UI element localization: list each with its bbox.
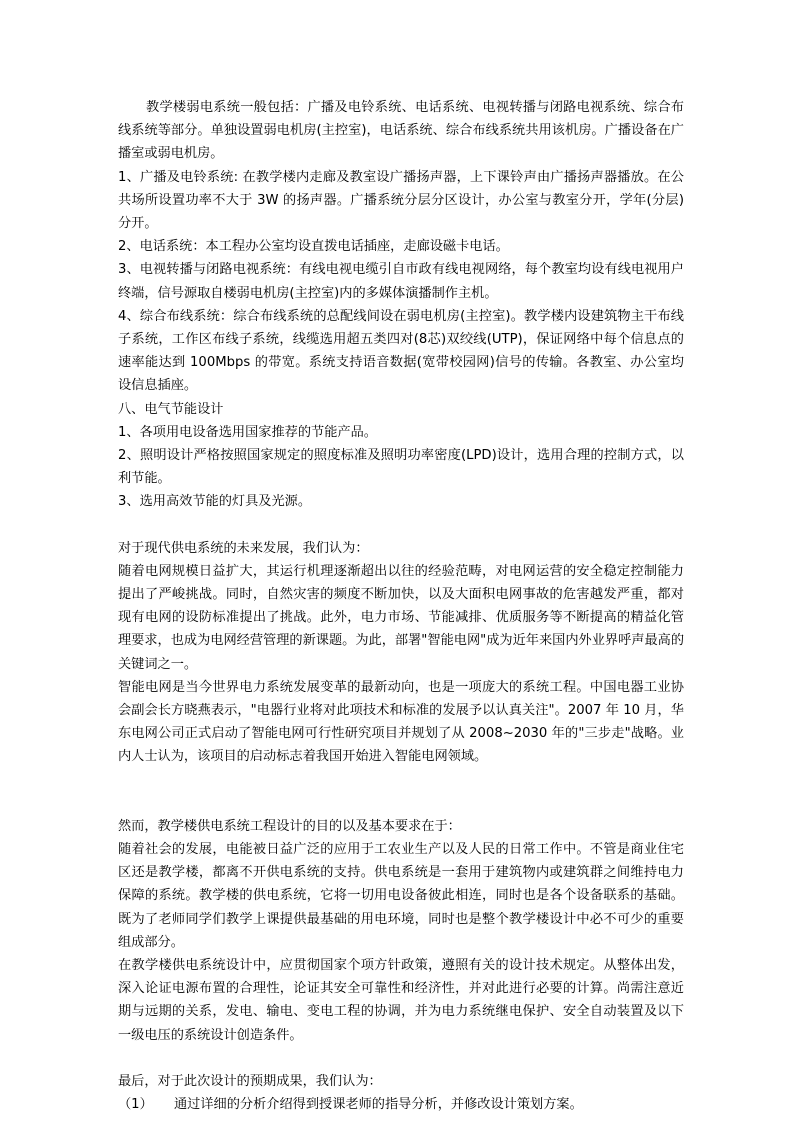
purpose-paragraph-2: 在教学楼供电系统设计中，应贯彻国家个项方针政策，遵照有关的设计技术规定。从整体出发，深入论证电源布置的合理性，论证其安全可靠性和经济性，并对此进行必要的计算。尚需注意近期与远期的关系，发电、输电、变电工程的协调，并为电力系统继电保护、安全自动装置及以下一级电压的系统设计创造条件。: [118, 957, 684, 1043]
expectation-item-number: （1）: [118, 1096, 153, 1112]
intro-paragraph: 教学楼弱电系统一般包括：广播及电铃系统、电话系统、电视转播与闭路电视系统、综合布线系统等部分。单独设置弱电机房(主控室)，电话系统、综合布线系统共用该机房。广播设备在广播室或弱电机房。: [118, 100, 684, 162]
energy-item-2: 2、照明设计严格按照国家规定的照度标准及照明功率密度(LPD)设计，选用合理的控制方式，以利节能。: [118, 448, 684, 487]
energy-item-1: 1、各项用电设备选用国家推荐的节能产品。: [118, 424, 377, 440]
expectation-item-1: [118, 1093, 684, 1116]
broadcast-system-paragraph: 1、广播及电铃系统: 在教学楼内走廊及教室设广播扬声器，上下课铃声由广播扬声器播放。在公共场所设置功率不大于 3W 的扬声器。广播系统分层分区设计，办公室与教室分开，学年(分层)分开。: [118, 169, 684, 232]
purpose-paragraph-1: 随着社会的发展，电能被日益广泛的应用于工农业生产以及人民的日常工作中。不管是商业住宅区还是教学楼，都离不开供电系统的支持。供电系统是一套用于建筑物内或建筑群之间维持电力保障的系统。教学楼的供电系统，它将一切用电设备彼此相连，同时也是各个设备联系的基础。既为了老师同学们教学上课提供最基础的用电环境，同时也是整个教学楼设计中必不可少的重要组成部分。: [118, 841, 684, 950]
cabling-system-paragraph: 4、综合布线系统：综合布线系统的总配线间设在弱电机房(主控室)。教学楼内设建筑物主干布线子系统，工作区布线子系统，线缆选用超五类四对(8芯)双绞线(UTP)，保证网络中每个信息点的速率能达到 100Mbps 的带宽。系统支持语音数据(宽带校园网)信号的传输。各教室、办公室均设信息插座。: [118, 308, 684, 394]
expectation-heading: 最后，对于此次设计的预期成果，我们认为：: [118, 1073, 382, 1089]
spacer: [118, 769, 684, 815]
future-paragraph-1: 随着电网规模日益扩大，其运行机理逐渐超出以往的经验范畴，对电网运营的安全稳定控制能力提出了严峻挑战。同时，自然灾害的频度不断加快，以及大面积电网事故的危害越发严重，都对现有电网的设防标准提出了挑战。此外，电力市场、节能减排、优质服务等不断提高的精益化管理要求，也成为电网经营管理的新课题。为此，部署"智能电网"成为近年来国内外业界呼声最高的关键词之一。: [118, 563, 685, 672]
future-heading: 对于现代供电系统的未来发展，我们认为：: [118, 540, 369, 556]
expectation-item-text: 通过详细的分析介绍得到授课老师的指导分析，并修改设计策划方案。: [174, 1096, 583, 1112]
future-paragraph-2: 智能电网是当今世界电力系统发展变革的最新动向，也是一项庞大的系统工程。中国电器工业协会副会长方晓燕表示，"电器行业将对此项技术和标准的发展予以认真关注"。2007 年 10 月，华东电网公司正式启动了智能电网可行性研究项目并规划了从 2008~2030 年的"三步走"战略。业内人士认为，该项目的启动标志着我国开始进入智能电网领域。: [118, 679, 684, 765]
energy-saving-heading: 八、电气节能设计: [118, 401, 224, 417]
document-page: [118, 96, 684, 1116]
energy-item-3: 3、选用高效节能的灯具及光源。: [118, 494, 312, 510]
spacer: [118, 1047, 684, 1070]
spacer: [118, 514, 684, 537]
tv-system-paragraph: 3、电视转播与闭路电视系统：有线电视电缆引自市政有线电视网络，每个教室均设有线电视用户终端，信号源取自楼弱电机房(主控室)内的多媒体演播制作主机。: [118, 262, 684, 301]
purpose-heading: 然而，教学楼供电系统工程设计的目的以及基本要求在于：: [118, 818, 461, 834]
telephone-system-paragraph: 2、电话系统：本工程办公室均设直拨电话插座，走廊设磁卡电话。: [118, 239, 509, 255]
